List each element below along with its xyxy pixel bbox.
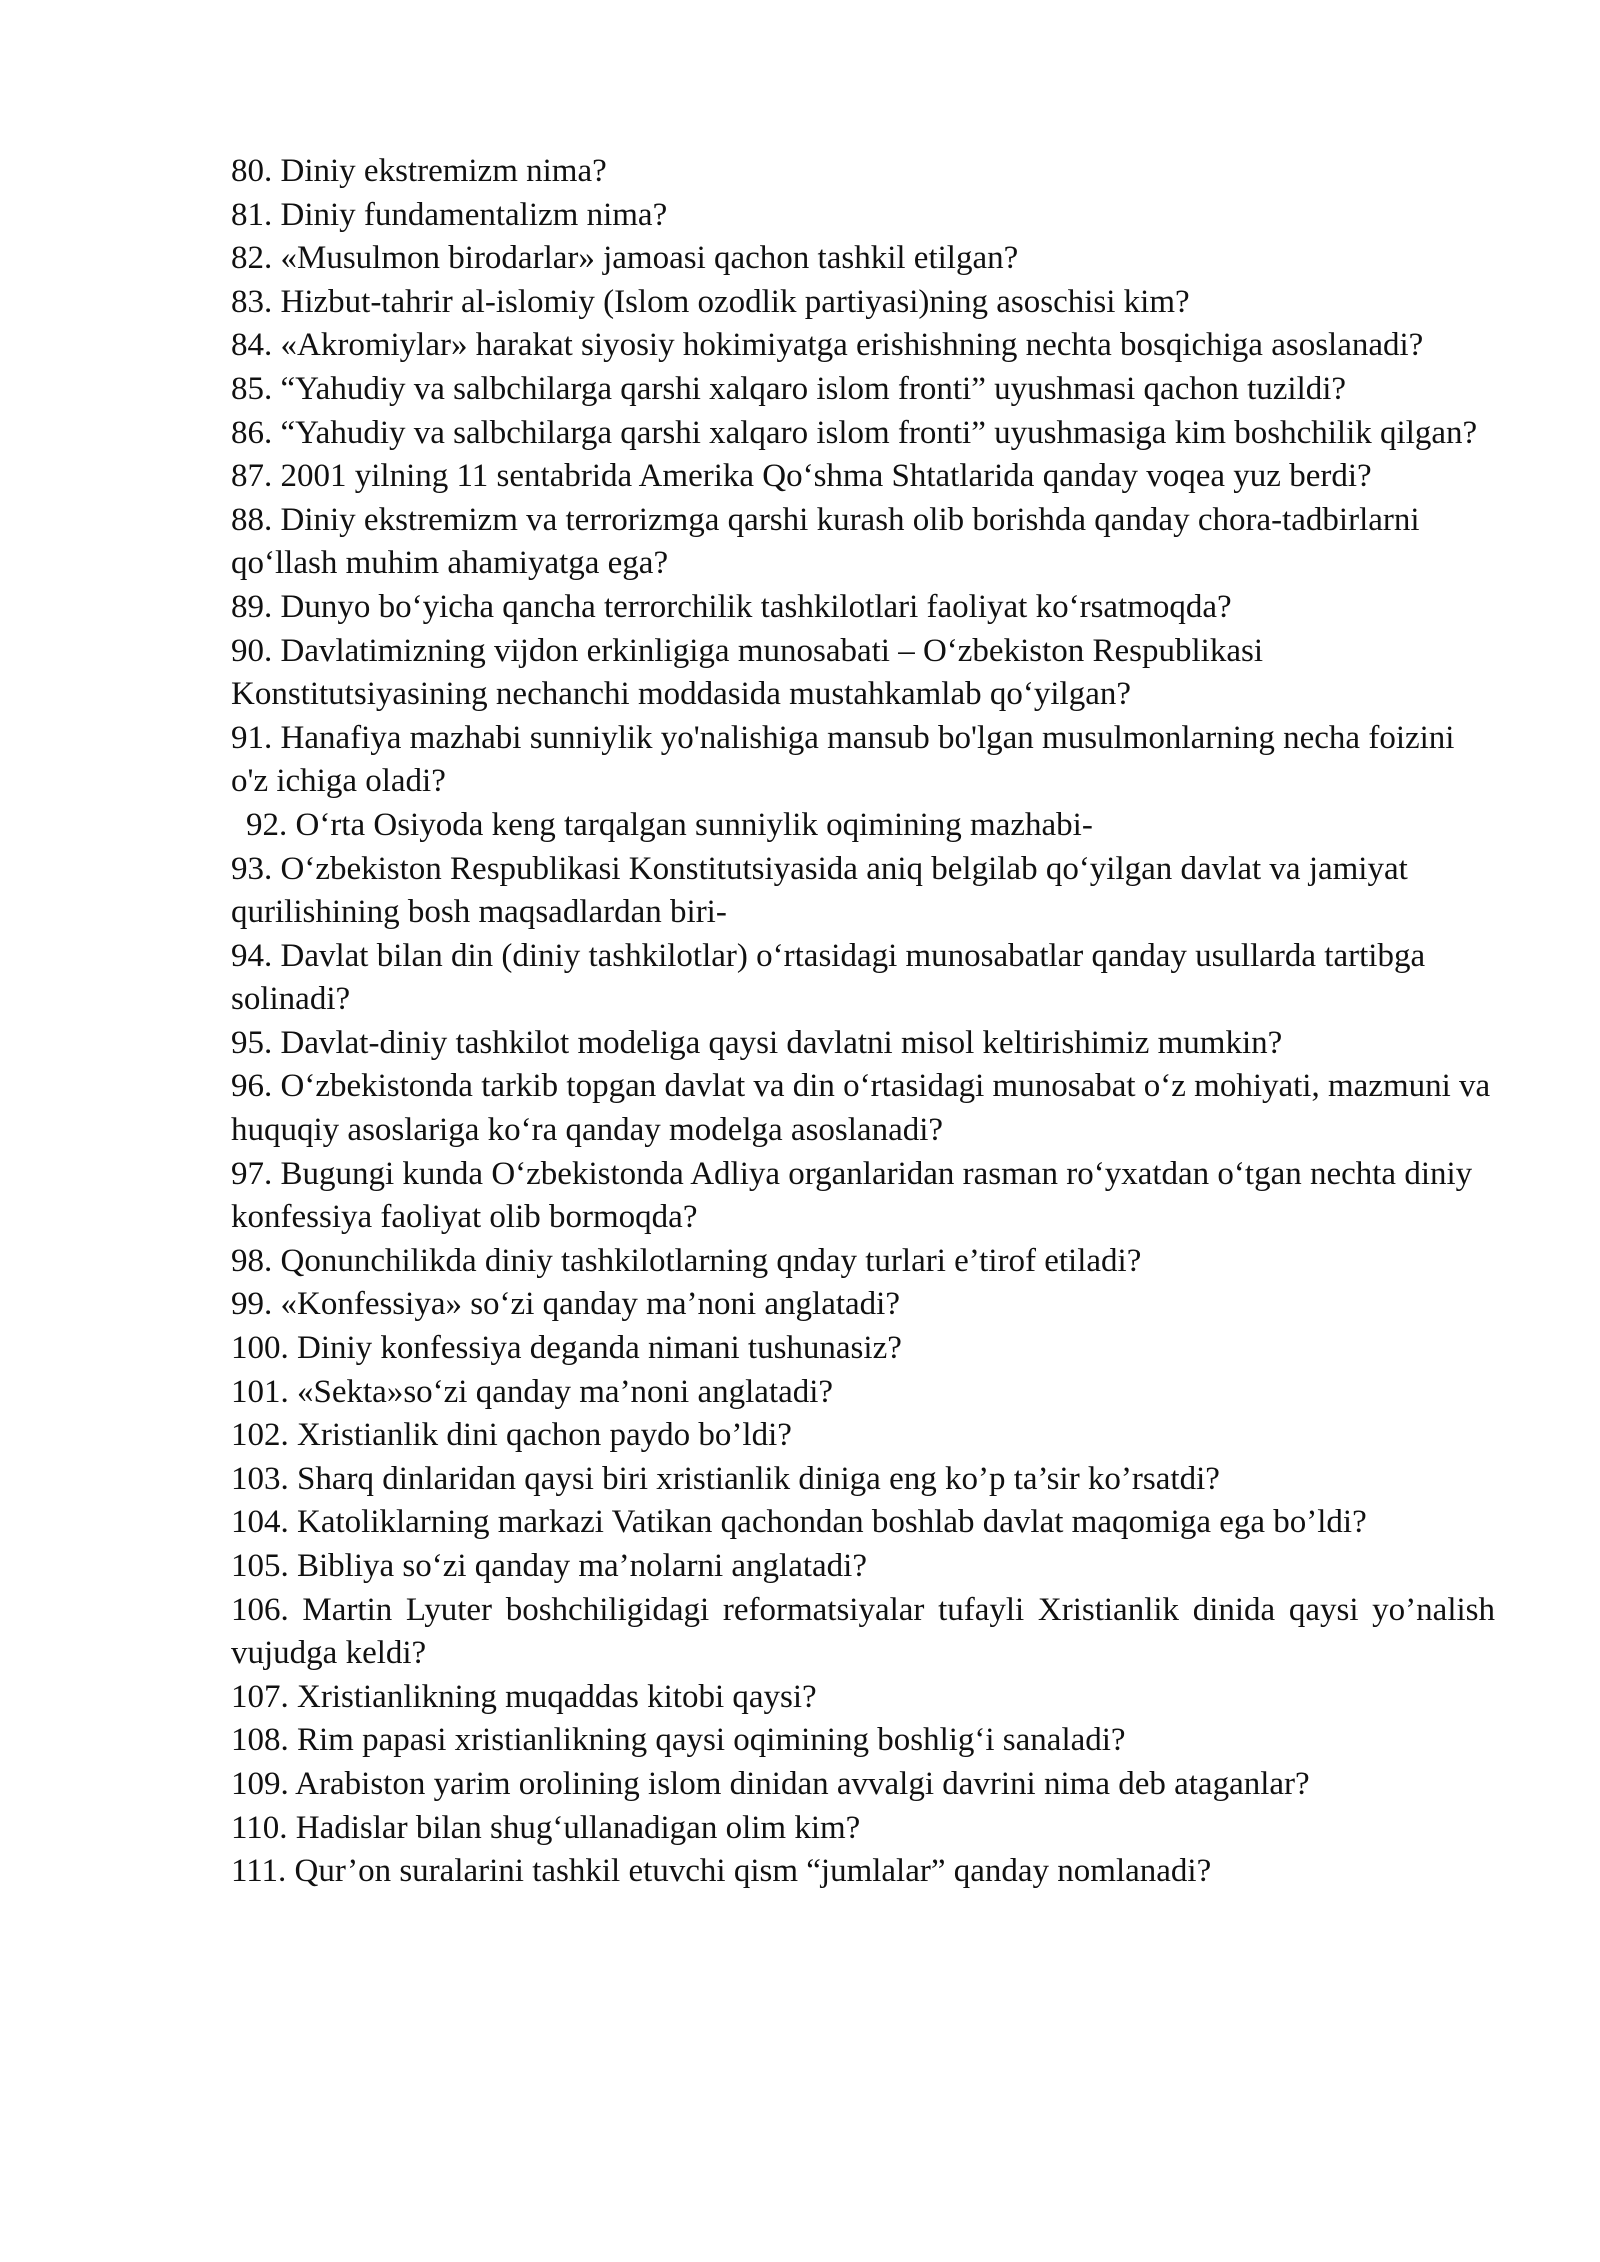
question-104: 104. Katoliklarning markazi Vatikan qachondan boshlab davlat maqomiga ega bo’ldi? [231,1504,1367,1541]
question-111: 111. Qur’on suralarini tashkil etuvchi qism “jumlalar” qanday nomlanadi? [231,1853,1212,1890]
question-91: 91. Hanafiya mazhabi sunniylik yo'nalishiga mansub bo'lgan musulmonlarning necha foizini o'z ichiga oladi? [231,719,1455,800]
question-97: 97. Bugungi kunda O‘zbekistonda Adliya organlaridan rasman ro‘yxatdan o‘tgan nechta diniy konfessiya faoliyat olib bormoqda? [231,1155,1473,1236]
question-85: 85. “Yahudiy va salbchilarga qarshi xalqaro islom fronti” uyushmasi qachon tuzildi? [231,370,1347,407]
question-95: 95. Davlat-diniy tashkilot modeliga qaysi davlatni misol keltirishimiz mumkin? [231,1024,1283,1061]
question-110: 110. Hadislar bilan shug‘ullanadigan olim kim? [231,1809,861,1846]
question-84: 84. «Akromiylar» harakat siyosiy hokimiyatga erishishning nechta bosqichiga asoslanadi? [231,327,1424,364]
question-86: 86. “Yahudiy va salbchilarga qarshi xalqaro islom fronti” uyushmasiga kim boshchilik qilgan? [231,414,1478,451]
question-93: 93. O‘zbekiston Respublikasi Konstitutsiyasida aniq belgilab qo‘yilgan davlat va jamiyat qurilishining bosh maqsadlardan biri- [231,850,1408,931]
question-107: 107. Xristianlikning muqaddas kitobi qaysi? [231,1678,817,1715]
question-87: 87. 2001 yilning 11 sentabrida Amerika Qo‘shma Shtatlarida qanday voqea yuz berdi? [231,458,1372,495]
question-90: 90. Davlatimizning vijdon erkinligiga munosabati – O‘zbekiston Respublikasi Konstitutsiyasining nechanchi moddasida mustahkamlab qo‘yilgan? [231,632,1264,713]
question-109: 109. Arabiston yarim orolining islom dinidan avvalgi davrini nima deb ataganlar? [231,1765,1310,1802]
question-102: 102. Xristianlik dini qachon paydo bo’ldi? [231,1417,792,1454]
question-81: 81. Diniy fundamentalizm nima? [231,196,668,233]
question-83: 83. Hizbut-tahrir al-islomiy (Islom ozodlik partiyasi)ning asoschisi kim? [231,283,1190,320]
question-92: 92. O‘rta Osiyoda keng tarqalgan sunniylik oqimining mazhabi- [246,806,1093,843]
question-103: 103. Sharq dinlaridan qaysi biri xristianlik diniga eng ko’p ta’sir ko’rsatdi? [231,1460,1220,1497]
question-89: 89. Dunyo bo‘yicha qancha terrorchilik tashkilotlari faoliyat ko‘rsatmoqda? [231,588,1232,625]
question-101: 101. «Sekta»so‘zi qanday ma’noni anglatadi? [231,1373,834,1410]
question-82: 82. «Musulmon birodarlar» jamoasi qachon tashkil etilgan? [231,240,1019,277]
question-106: 106. Martin Lyuter boshchiligidagi reformatsiyalar tufayli Xristianlik dinida qaysi yo’nalish vujudga keldi? [231,1591,1495,1672]
question-96: 96. O‘zbekistonda tarkib topgan davlat va din o‘rtasidagi munosabat o‘z mohiyati, mazmuni va huquqiy asoslariga ko‘ra qanday modelga asoslanadi? [231,1068,1491,1149]
question-list [231,150,1495,1894]
question-99: 99. «Konfessiya» so‘zi qanday ma’noni anglatadi? [231,1286,900,1323]
question-94: 94. Davlat bilan din (diniy tashkilotlar) o‘rtasidagi munosabatlar qanday usullarda tartibga solinadi? [231,937,1426,1018]
question-108: 108. Rim papasi xristianlikning qaysi oqimining boshlig‘i sanaladi? [231,1722,1126,1759]
question-100: 100. Diniy konfessiya deganda nimani tushunasiz? [231,1330,902,1367]
question-98: 98. Qonunchilikda diniy tashkilotlarning qnday turlari e’tirof etiladi? [231,1242,1142,1279]
question-88: 88. Diniy ekstremizm va terrorizmga qarshi kurash olib borishda qanday chora-tadbirlarni qo‘llash muhim ahamiyatga ega? [231,501,1420,582]
question-80: 80. Diniy ekstremizm nima? [231,153,607,189]
question-105: 105. Bibliya so‘zi qanday ma’nolarni anglatadi? [231,1548,867,1584]
